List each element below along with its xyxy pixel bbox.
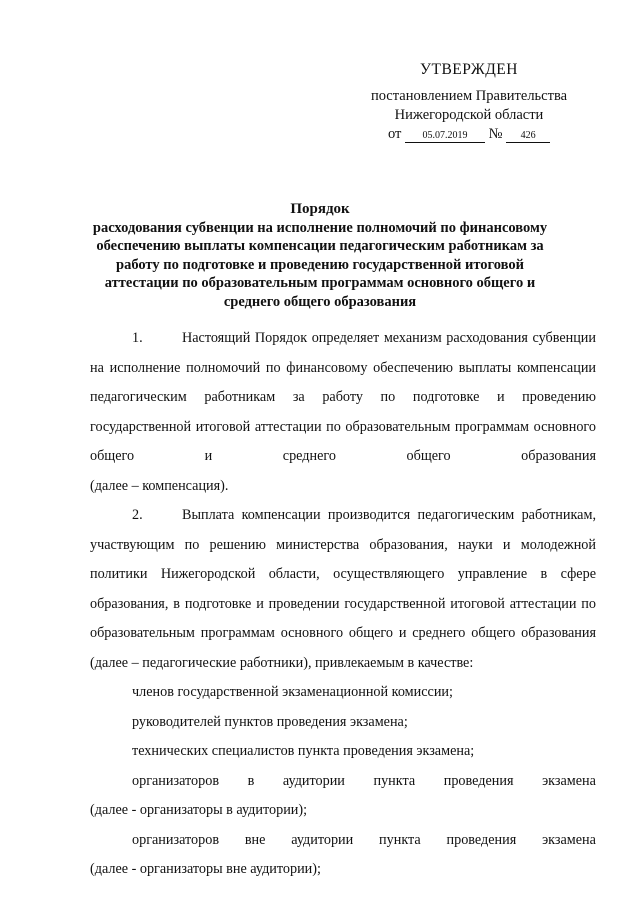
list-word: организаторов xyxy=(132,831,220,848)
title-heading: Порядок xyxy=(290,201,350,217)
list-item: членов государственной экзаменационной комиссии; xyxy=(132,684,453,700)
list-word: проведения xyxy=(446,831,517,848)
paragraph-text: Настоящий Порядок определяет механизм расходования субвенции на исполнение полномочий по финансовому обеспечению выплаты компенсации педагогическим работникам за работу по подготовке и проведению государственной итоговой аттестации по образовательным программам основного общего и среднего общего образования xyxy=(90,330,596,464)
approval-number-sign: № xyxy=(488,126,503,142)
paragraph-1 xyxy=(90,324,596,472)
list-item: руководителей пунктов проведения экзамена; xyxy=(132,713,408,730)
list-word: организаторов xyxy=(132,772,220,789)
list-word: проведения xyxy=(443,772,514,789)
title-line: среднего общего образования xyxy=(223,293,417,310)
paragraph-number: 1. xyxy=(132,330,143,346)
paragraph-number: 2. xyxy=(132,507,143,523)
approval-from-label: от xyxy=(387,126,402,142)
list-item xyxy=(132,826,596,856)
paragraph-1-tail: (далее – компенсация). xyxy=(90,477,229,494)
approval-date: 05.07.2019 xyxy=(405,130,485,143)
title-line: работу по подготовке и проведению государственной итоговой xyxy=(116,256,524,273)
paragraph-text: Выплата компенсации производится педагогическим работникам, участвующим по решению министерства образования, науки и молодежной политики Нижегородской области, осуществляющего управление в сфере образования, в подготовке и проведении государственной итоговой аттестации по образовательным программам основного общего и среднего общего образования (далее – педагогические работники), привлекаемым в качестве: xyxy=(90,507,596,671)
title-line: обеспечению выплаты компенсации педагогическим работникам за xyxy=(96,238,544,254)
approval-date-line xyxy=(358,125,580,144)
approval-stamp-heading: УТВЕРЖДЕН xyxy=(420,61,518,78)
approval-line-government: постановлением Правительства xyxy=(370,88,568,104)
approval-number: 426 xyxy=(506,130,550,143)
list-word: вне xyxy=(244,831,266,848)
title-line: расходования субвенции на исполнение полномочий по финансовому xyxy=(92,219,548,236)
approval-line-region: Нижегородской области xyxy=(394,107,544,123)
list-item-tail: (далее - организаторы в аудитории); xyxy=(90,802,308,818)
document-title xyxy=(92,200,548,311)
list-word: экзамена xyxy=(542,772,596,789)
list-item xyxy=(132,767,596,797)
document-body xyxy=(90,324,596,885)
list-word: пункта xyxy=(379,831,421,848)
list-word: аудитории xyxy=(291,831,354,848)
list-word: аудитории xyxy=(282,772,345,789)
list-word: экзамена xyxy=(542,831,596,848)
title-line: аттестации по образовательным программам основного общего и xyxy=(104,275,536,291)
list-item: технических специалистов пункта проведения экзамена; xyxy=(132,743,475,759)
list-word: пункта xyxy=(373,772,416,789)
approval-block xyxy=(358,60,580,144)
list-word: в xyxy=(247,772,255,789)
list-item-tail: (далее - организаторы вне аудитории); xyxy=(90,861,321,877)
paragraph-2 xyxy=(90,501,596,678)
